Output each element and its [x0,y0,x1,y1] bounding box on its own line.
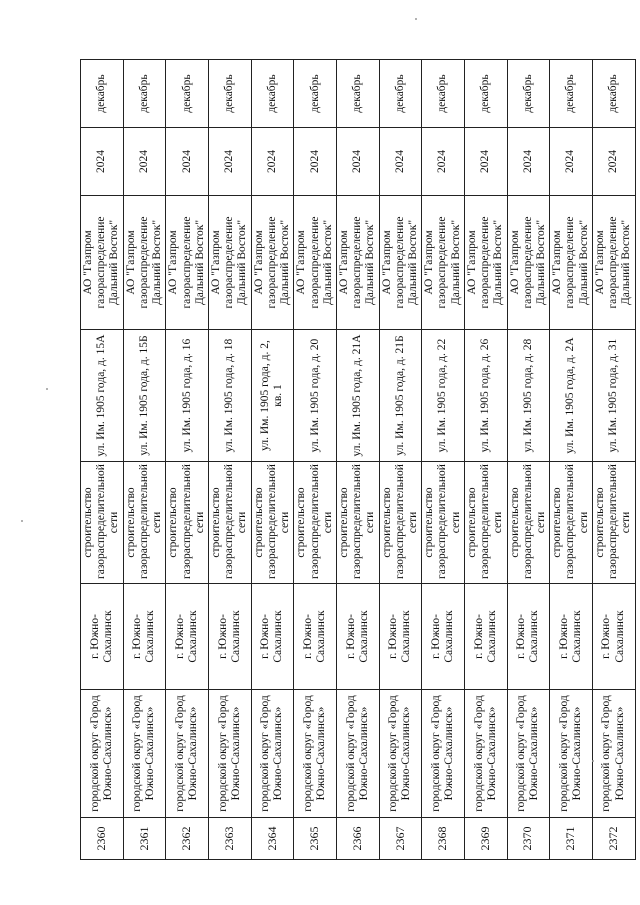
address-cell: ул. Им. 1905 года, д. 15Б [123,330,166,462]
organization-cell: АО "Газпром газораспределение Дальний Восток" [208,196,251,330]
row-number: 2366 [336,818,379,860]
address-cell: ул. Им. 1905 года, д. 2А [550,330,593,462]
table-row [550,60,593,860]
year-cell: 2024 [422,128,465,196]
row-number: 2371 [550,818,593,860]
address-cell: ул. Им. 1905 года, д. 2, кв. 1 [251,330,294,462]
table-row [422,60,465,860]
organization-cell: АО "Газпром газораспределение Дальний Восток" [123,196,166,330]
year-cell: 2024 [81,128,124,196]
scan-speck [46,388,48,390]
work-type-cell: строительство газораспределительной сети [550,462,593,584]
year-cell: 2024 [550,128,593,196]
organization-cell: АО "Газпром газораспределение Дальний Восток" [422,196,465,330]
settlement-cell: г. Южно-Сахалинск [81,584,124,690]
municipality-cell: городской округ «Город Южно-Сахалинск» [379,690,422,818]
row-number: 2372 [592,818,635,860]
municipality-cell: городской округ «Город Южно-Сахалинск» [507,690,550,818]
settlement-cell: г. Южно-Сахалинск [550,584,593,690]
year-cell: 2024 [507,128,550,196]
month-cell: декабрь [251,60,294,128]
table-body [81,60,636,860]
year-cell: 2024 [208,128,251,196]
month-cell: декабрь [123,60,166,128]
scan-speck [415,18,417,20]
settlement-cell: г. Южно-Сахалинск [166,584,209,690]
month-cell: декабрь [379,60,422,128]
table-row [294,60,337,860]
settlement-cell: г. Южно-Сахалинск [464,584,507,690]
address-cell: ул. Им. 1905 года, д. 20 [294,330,337,462]
municipality-cell: городской округ «Город Южно-Сахалинск» [166,690,209,818]
organization-cell: АО "Газпром газораспределение Дальний Восток" [379,196,422,330]
address-cell: ул. Им. 1905 года, д. 28 [507,330,550,462]
row-number: 2367 [379,818,422,860]
work-type-cell: строительство газораспределительной сети [592,462,635,584]
table-row [208,60,251,860]
year-cell: 2024 [251,128,294,196]
month-cell: декабрь [166,60,209,128]
work-type-cell: строительство газораспределительной сети [379,462,422,584]
gas-network-table [80,59,636,860]
organization-cell: АО "Газпром газораспределение Дальний Восток" [251,196,294,330]
year-cell: 2024 [464,128,507,196]
settlement-cell: г. Южно-Сахалинск [294,584,337,690]
month-cell: декабрь [464,60,507,128]
row-number: 2364 [251,818,294,860]
settlement-cell: г. Южно-Сахалинск [123,584,166,690]
table-row [166,60,209,860]
year-cell: 2024 [294,128,337,196]
municipality-cell: городской округ «Город Южно-Сахалинск» [422,690,465,818]
municipality-cell: городской округ «Город Южно-Сахалинск» [123,690,166,818]
municipality-cell: городской округ «Город Южно-Сахалинск» [336,690,379,818]
row-number: 2369 [464,818,507,860]
month-cell: декабрь [294,60,337,128]
settlement-cell: г. Южно-Сахалинск [251,584,294,690]
settlement-cell: г. Южно-Сахалинск [208,584,251,690]
work-type-cell: строительство газораспределительной сети [336,462,379,584]
month-cell: декабрь [336,60,379,128]
year-cell: 2024 [166,128,209,196]
table-row [379,60,422,860]
row-number: 2365 [294,818,337,860]
work-type-cell: строительство газораспределительной сети [294,462,337,584]
scanned-page [80,60,633,860]
settlement-cell: г. Южно-Сахалинск [422,584,465,690]
organization-cell: АО "Газпром газораспределение Дальний Восток" [507,196,550,330]
municipality-cell: городской округ «Город Южно-Сахалинск» [208,690,251,818]
settlement-cell: г. Южно-Сахалинск [507,584,550,690]
row-number: 2370 [507,818,550,860]
organization-cell: АО "Газпром газораспределение Дальний Восток" [294,196,337,330]
work-type-cell: строительство газораспределительной сети [251,462,294,584]
work-type-cell: строительство газораспределительной сети [123,462,166,584]
address-cell: ул. Им. 1905 года, д. 26 [464,330,507,462]
address-cell: ул. Им. 1905 года, д. 21А [336,330,379,462]
month-cell: декабрь [422,60,465,128]
month-cell: декабрь [81,60,124,128]
rotated-table-wrapper [80,60,633,860]
municipality-cell: городской округ «Город Южно-Сахалинск» [81,690,124,818]
municipality-cell: городской округ «Город Южно-Сахалинск» [251,690,294,818]
organization-cell: АО "Газпром газораспределение Дальний Восток" [81,196,124,330]
settlement-cell: г. Южно-Сахалинск [336,584,379,690]
year-cell: 2024 [336,128,379,196]
month-cell: декабрь [592,60,635,128]
row-number: 2362 [166,818,209,860]
work-type-cell: строительство газораспределительной сети [464,462,507,584]
table-row [81,60,124,860]
address-cell: ул. Им. 1905 года, д. 21Б [379,330,422,462]
organization-cell: АО "Газпром газораспределение Дальний Восток" [336,196,379,330]
row-number: 2360 [81,818,124,860]
municipality-cell: городской округ «Город Южно-Сахалинск» [592,690,635,818]
address-cell: ул. Им. 1905 года, д. 18 [208,330,251,462]
municipality-cell: городской округ «Город Южно-Сахалинск» [550,690,593,818]
municipality-cell: городской округ «Город Южно-Сахалинск» [294,690,337,818]
year-cell: 2024 [379,128,422,196]
table-row [592,60,635,860]
organization-cell: АО "Газпром газораспределение Дальний Восток" [464,196,507,330]
table-row [251,60,294,860]
month-cell: декабрь [550,60,593,128]
month-cell: декабрь [208,60,251,128]
table-row [464,60,507,860]
row-number: 2363 [208,818,251,860]
organization-cell: АО "Газпром газораспределение Дальний Восток" [166,196,209,330]
organization-cell: АО "Газпром газораспределение Дальний Восток" [592,196,635,330]
table-row [507,60,550,860]
table-row [123,60,166,860]
work-type-cell: строительство газораспределительной сети [422,462,465,584]
year-cell: 2024 [123,128,166,196]
scan-speck [21,520,23,522]
settlement-cell: г. Южно-Сахалинск [592,584,635,690]
work-type-cell: строительство газораспределительной сети [81,462,124,584]
month-cell: декабрь [507,60,550,128]
year-cell: 2024 [592,128,635,196]
row-number: 2368 [422,818,465,860]
table-row [336,60,379,860]
work-type-cell: строительство газораспределительной сети [507,462,550,584]
work-type-cell: строительство газораспределительной сети [166,462,209,584]
organization-cell: АО "Газпром газораспределение Дальний Восток" [550,196,593,330]
row-number: 2361 [123,818,166,860]
settlement-cell: г. Южно-Сахалинск [379,584,422,690]
scan-speck [592,760,594,762]
address-cell: ул. Им. 1905 года, д. 22 [422,330,465,462]
municipality-cell: городской округ «Город Южно-Сахалинск» [464,690,507,818]
address-cell: ул. Им. 1905 года, д. 15А [81,330,124,462]
work-type-cell: строительство газораспределительной сети [208,462,251,584]
address-cell: ул. Им. 1905 года, д. 31 [592,330,635,462]
address-cell: ул. Им. 1905 года, д. 16 [166,330,209,462]
